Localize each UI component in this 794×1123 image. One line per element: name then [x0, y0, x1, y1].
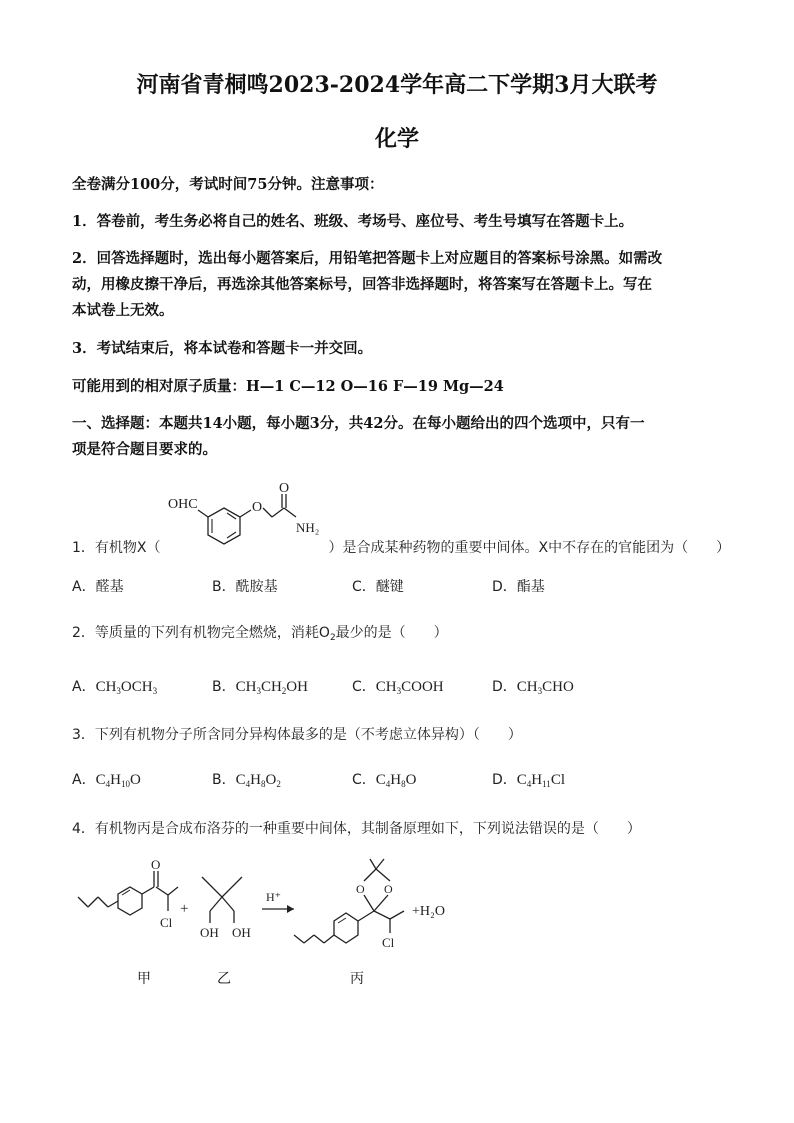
notice-item-2-line-1: 2．回答选择题时，选出每小题答案后，用铅笔把答题卡上对应题目的答案标号涂黑。如需改	[72, 250, 663, 267]
q1-stem-prefix: 1．有机物X（	[72, 540, 161, 556]
svg-text:Cl: Cl	[160, 915, 173, 930]
caption-jia: 甲	[137, 971, 151, 987]
svg-text:OH: OH	[232, 925, 251, 940]
q3-option-c[interactable]: C．$C_4H_8O$	[352, 772, 417, 789]
q3-option-a[interactable]: A．$C_4H_{10}O$	[72, 772, 141, 789]
q2-stem-pre: 2．等质量的下列有机物完全燃烧，消耗O	[72, 625, 330, 641]
svg-text:Cl: Cl	[382, 935, 395, 950]
q2-stem	[72, 622, 752, 643]
q2-option-c[interactable]: C．$CH_3COOH$	[352, 679, 444, 696]
section-1-line-1: 一、选择题：本题共14小题，每小题3分，共42分。在每小题给出的四个选项中，只有一	[72, 415, 645, 432]
ether-o-label: O	[252, 500, 263, 515]
notice-item-2-line-2: 动，用橡皮擦干净后，再选涂其他答案标号，回答非选择题时，将答案写在答题卡上。写在	[72, 276, 652, 293]
compound-bing	[294, 859, 445, 950]
q2-stem-post: 最少的是（ ）	[335, 625, 448, 641]
q2-option-d[interactable]: D．$CH_3CHO$	[492, 679, 574, 696]
svg-text:O: O	[151, 857, 161, 872]
svg-text:O: O	[384, 882, 393, 896]
svg-text:OH: OH	[200, 925, 219, 940]
q3-option-d[interactable]: D．$C_4H_{11}Cl$	[492, 772, 565, 789]
q1-option-b[interactable]: B．酰胺基	[212, 579, 278, 595]
catalyst-label: H⁺	[266, 890, 281, 904]
carbonyl-o-label: O	[279, 481, 290, 496]
q4-reaction-scheme	[72, 855, 492, 965]
notice-item-3: 3．考试结束后，将本试卷和答题卡一并交回。	[72, 340, 373, 357]
svg-text:O: O	[356, 882, 365, 896]
atomic-mass-line: 可能用到的相对原子质量：H—1 C—12 O—16 F—19 Mg—24	[72, 378, 504, 395]
q2-option-b[interactable]: B．$CH_3CH_2OH$	[212, 679, 308, 696]
nh2-label: NH₂	[296, 520, 320, 535]
cho-label: OHC	[168, 497, 198, 512]
caption-yi: 乙	[217, 971, 231, 987]
exam-title: 河南省青桐鸣2023-2024学年高二下学期3月大联考	[136, 72, 658, 98]
q1-option-d[interactable]: D．酯基	[492, 579, 545, 595]
compound-jia	[78, 857, 178, 930]
q3-stem: 3．下列有机物分子所含同分异构体最多的是（不考虑立体异构）（ ）	[72, 727, 522, 743]
compound-yi	[200, 877, 251, 940]
q4-stem: 4．有机物丙是合成布洛芬的一种重要中间体，其制备原理如下，下列说法错误的是（ ）	[72, 821, 641, 837]
q3-option-b[interactable]: B．$C_4H_8O_2$	[212, 772, 281, 789]
water-label: +H₂O	[412, 904, 445, 919]
q2-stem-sub: 2	[329, 633, 336, 643]
notice-item-1: 1．答卷前，考生务必将自己的姓名、班级、考场号、座位号、考生号填写在答题卡上。	[72, 213, 634, 230]
q1-stem	[72, 537, 752, 557]
q1-option-c[interactable]: C．醚键	[352, 579, 404, 595]
plus-sign: +	[180, 901, 189, 917]
q1-option-a[interactable]: A．醛基	[72, 579, 124, 595]
caption-bing: 丙	[350, 971, 364, 987]
notice-item-2-line-3: 本试卷上无效。	[72, 302, 174, 319]
subject-title: 化学	[374, 126, 419, 152]
q2-option-a[interactable]: A．$CH_3OCH_3$	[72, 679, 158, 696]
q1-stem-suffix: ）是合成某种药物的重要中间体。X中不存在的官能团为（ ）	[328, 540, 731, 556]
notice-intro: 全卷满分100分，考试时间75分钟。注意事项：	[72, 176, 384, 193]
section-1-line-2: 项是符合题目要求的。	[72, 441, 217, 458]
